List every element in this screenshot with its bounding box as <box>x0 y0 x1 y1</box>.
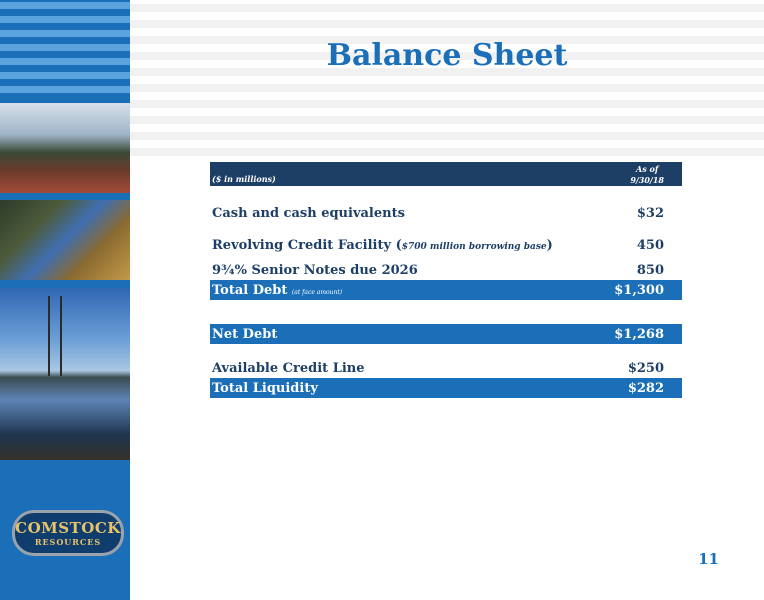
sidebar-stripes <box>0 0 130 100</box>
table-row-senior-notes <box>210 260 682 280</box>
company-logo <box>12 510 124 556</box>
row-label <box>210 238 553 253</box>
background-stripes <box>130 0 764 165</box>
row-note: (at face amount) <box>291 288 343 296</box>
row-note: $700 million borrowing base <box>401 241 547 252</box>
row-label <box>210 283 342 298</box>
logo-line2: RESOURCES <box>34 536 102 547</box>
row-label-text: Total Debt <box>212 282 288 298</box>
row-label: 9¾% Senior Notes due 2026 <box>212 262 418 278</box>
page-title: Balance Sheet <box>326 38 568 73</box>
table-row-net-debt <box>210 324 682 344</box>
row-value: 850 <box>636 262 664 278</box>
rig-workers-photo <box>0 200 130 280</box>
row-label-end: ) <box>546 237 553 253</box>
table-row-total-debt <box>210 280 682 300</box>
as-of-label <box>630 164 664 186</box>
table-row-revolver <box>210 235 682 255</box>
row-value: $250 <box>627 360 664 376</box>
row-label: Cash and cash equivalents <box>212 205 405 221</box>
sidebar <box>0 0 130 600</box>
balance-sheet-table <box>210 162 682 396</box>
row-value: 450 <box>636 237 664 253</box>
row-value: $1,300 <box>614 282 664 298</box>
table-row-credit-line <box>210 358 682 378</box>
row-label: Net Debt <box>212 326 278 342</box>
row-value: $1,268 <box>614 326 664 342</box>
table-row-total-liquidity <box>210 378 682 398</box>
row-label-text: Revolving Credit Facility ( <box>212 237 402 253</box>
units-label: ($ in millions) <box>212 174 276 184</box>
table-row-cash <box>210 203 682 223</box>
drilling-rig-reflection-photo <box>0 288 130 460</box>
logo-line1: COMSTOCK <box>15 518 121 537</box>
as-of-line1: As of <box>636 164 659 174</box>
table-header <box>210 162 682 186</box>
rig-tower-icon <box>48 296 62 376</box>
row-value: $32 <box>636 205 664 221</box>
page-number: 11 <box>698 550 719 568</box>
drilling-site-photo <box>0 103 130 193</box>
row-label: Available Credit Line <box>212 360 365 376</box>
row-value: $282 <box>627 380 664 396</box>
as-of-date: 9/30/18 <box>630 175 664 185</box>
row-label: Total Liquidity <box>212 380 318 396</box>
